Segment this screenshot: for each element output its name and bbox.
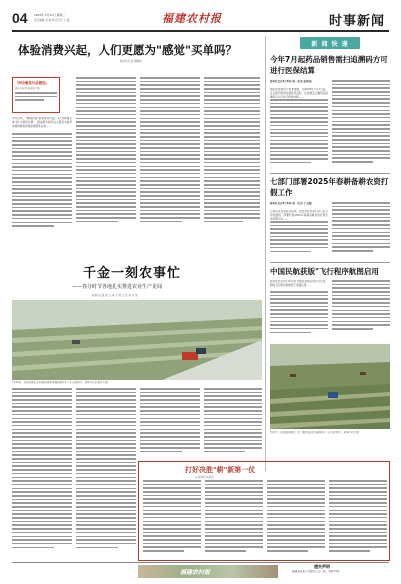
brief-1-column-2: [332, 80, 390, 172]
brief-2-column-1: [270, 221, 328, 261]
masthead-logo: 福建农村报: [162, 12, 222, 25]
brief-2-dateline: 新华社北京3月10日电（记者 于文静）: [270, 202, 314, 205]
section-title: 时事新闻: [328, 14, 385, 29]
brief-2-headline: 七部门部署2025年春耕备耕农资打假工作: [270, 177, 389, 197]
feature-photo-caption: 3月10日，农民在黑龙江省某县的田间开展春耕作业（无人机照片）。新华社记者 谢剑飞 摄: [12, 381, 108, 384]
feature-byline: 新华社记者 张 飞 李 飞 郭 江 杜 林 马 清: [92, 294, 138, 297]
page-number: 04: [12, 10, 28, 26]
feature-column-2: [76, 388, 136, 558]
brief-1-dateline: 新华社北京3月10日电（记者 彭韵佳）: [270, 80, 314, 83]
lead-headline: 体验消费兴起，人们更愿为"感觉"买单吗？: [18, 43, 237, 57]
page-header: [12, 8, 389, 32]
feature-column-3: [140, 388, 200, 458]
notice-title: 遗失声明: [314, 564, 330, 569]
feature-column-4: [204, 388, 262, 458]
header-rule: [12, 30, 389, 32]
news-tag: [300, 37, 360, 49]
news-tag-label: 新 闻 快 递: [311, 40, 349, 48]
brief-2-body: 记者从农业农村部获悉，农业农村部等七部门近日印发通知，部署开展2025年春耕备耕农资打假专项治理行动……: [270, 210, 328, 220]
lead-column-4: [204, 77, 260, 237]
commentary-subtitle: ◎ 新华社评论员: [195, 476, 214, 479]
commentary-column-1: [143, 480, 201, 558]
feature-column-1: [12, 388, 72, 558]
feature-subheadline: ——春分时节各地扎实推进农业生产见闻: [72, 284, 163, 290]
brief-2-column-2: [332, 202, 390, 260]
column-divider: [265, 36, 266, 471]
right-photo-image: [270, 344, 390, 429]
commentary-box: [138, 461, 390, 561]
feature-photo: [12, 300, 262, 380]
right-photo: [270, 344, 390, 429]
brief-1-body: 国家医保局近日发布通知，自2025年7月1日起，定点医药机构在销售药品时，应按规定扫描药品追溯码后方可进行医保结算……: [270, 88, 328, 98]
date-line: 2025年 3月11日 星期二: [34, 13, 66, 17]
brief-3-column-2: [332, 280, 390, 340]
footer-rule: [12, 562, 389, 563]
lead-sidebar: [12, 77, 60, 113]
footer-logo-text: 福建农村报: [180, 569, 211, 576]
brief-1-headline: 今年7月起药品销售需扫追溯码方可进行医保结算: [270, 55, 388, 75]
commentary-column-4: [329, 480, 387, 558]
brief-3-headline: 中国民航获版"飞行程序航图启用: [270, 267, 379, 276]
brief-separator-1: [270, 173, 390, 174]
lead-column-1: [12, 117, 72, 237]
brief-1-column-1: [270, 99, 328, 171]
lead-column-2: [76, 77, 136, 237]
commentary-column-3: [267, 480, 325, 558]
feature-photo-image: [12, 300, 262, 380]
lead-intro-text: 今年以来，"情绪价值"消费持续升温。从"为情绪买单"到"为感觉付费"，越来越多的年轻人愿意为能带来愉悦体验的商品和服务买单……: [12, 117, 72, 128]
feature-headline: 千金一刻农事忙: [83, 266, 182, 281]
sidebar-title: 「两会聚焦作品精选」: [15, 81, 49, 85]
brief-3-body: 新华社北京3月10日电 中国民用航空局近日宣布，新版飞行程序航图将于近期启用……: [270, 280, 328, 287]
sidebar-subtitle: 更多内容见 新闻客户端: [15, 87, 40, 90]
editor-line: 责任编辑 张 敏 版式设计 王 磊: [34, 19, 70, 22]
commentary-title: 打好决胜"耕"新第一仗: [185, 466, 256, 474]
commentary-column-2: [205, 480, 263, 558]
brief-3-column-1: [270, 291, 328, 341]
footer-strip: [12, 562, 389, 580]
brief-separator-2: [270, 262, 390, 263]
lead-byline: 新华社记者 胡婧如: [120, 60, 142, 63]
lead-column-3: [140, 77, 200, 237]
notice-body: 福建省某某公司遗失公章一枚，特此声明。: [292, 570, 342, 573]
right-photo-caption: 3月7日，在某地的田间，农户驾驶农机进行播种作业（无人机照片）。新华社记者 摄: [270, 431, 359, 434]
